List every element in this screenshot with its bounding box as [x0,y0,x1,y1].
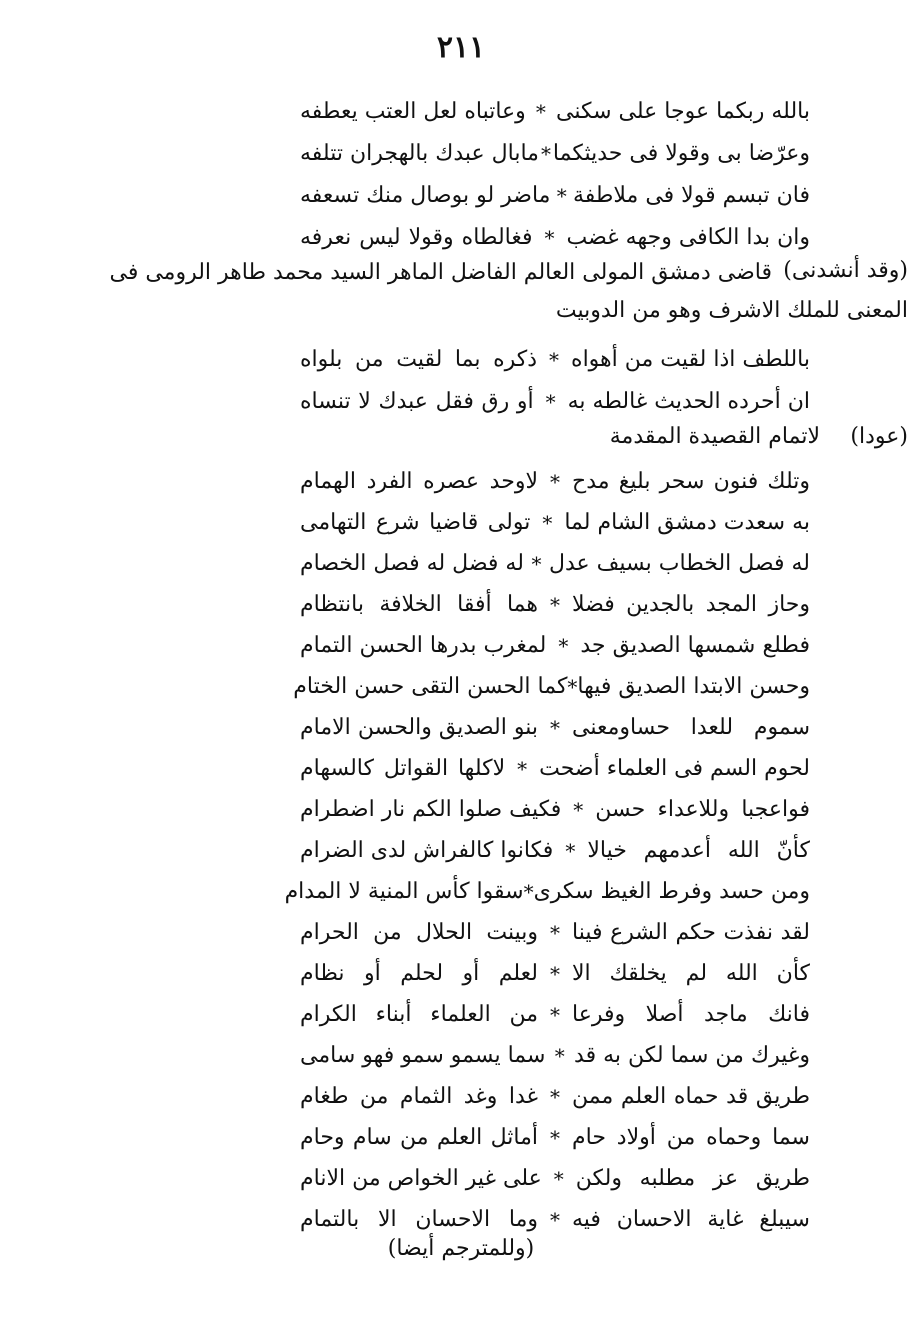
first-hemistich: وعرّضا بى وقولا فى حديثكما [552,141,810,166]
hemistich-separator: * [544,226,555,250]
first-hemistich: طريق عز مطلبه ولكن [575,1166,810,1191]
page-number: ٢١١ [436,30,486,65]
first-hemistich: سيبلغ غاية الاحسان فيه [572,1207,810,1232]
first-hemistich: كأنّ الله أعدمهم خيالا [587,838,810,863]
verse-line [300,382,810,422]
first-hemistich: به سعدت دمشق الشام لما [564,510,810,535]
first-hemistich: فطلع شمسها الصديق جد [580,633,810,658]
first-hemistich: وتلك فنون سحر بليغ مدح [572,469,810,494]
verse-line [300,544,810,584]
first-hemistich: وان بدا الكافى وجهه غضب [566,225,810,250]
hemistich-separator: * [550,1126,560,1150]
first-hemistich: وحاز المجد بالجدين فضلا [572,592,810,617]
second-hemistich: سما يسمو سمو فهو سامى [300,1043,546,1068]
second-hemistich: مابال عبدك بالهجران تتلفه [300,141,539,166]
first-hemistich: لقد نفذت حكم الشرع فينا [572,920,810,945]
second-hemistich: فكانوا كالفراش لدى الضرام [300,838,554,863]
return-heading-text: لاتمام القصيدة المقدمة [609,424,820,449]
second-hemistich: من العلماء أبناء الكرام [300,1002,538,1027]
hemistich-separator: * [531,552,542,576]
intro-line-2: المعنى للملك الاشرف وهو من الدوبيت [555,298,908,323]
verse-line [300,92,810,132]
second-hemistich: وعاتباه لعل العتب يعطفه [300,99,526,124]
second-hemistich: لاكلها القواتل كالسهام [300,756,506,781]
verse-line [300,176,810,216]
verse-line [300,585,810,625]
hemistich-separator: * [550,470,560,494]
return-label: (عودا) [850,424,908,449]
verse-line [300,954,810,994]
second-hemistich: وما الاحسان الا بالتمام [300,1207,538,1232]
hemistich-separator: * [540,142,551,166]
verse-line [300,790,810,830]
first-hemistich: فواعجبا وللاعداء حسن [595,797,810,822]
second-hemistich: كما الحسن التقى حسن الختام [293,674,568,699]
hemistich-separator: * [556,184,567,208]
first-hemistich: كأن الله لم يخلقك الا [572,961,810,986]
verse-line [300,1118,810,1158]
hemistich-separator: * [549,348,560,372]
hemistich-separator: * [517,757,528,781]
hemistich-separator: * [567,675,578,699]
hemistich-separator: * [542,511,553,535]
hemistich-separator: * [550,1208,560,1232]
verse-line [300,134,810,174]
verse-line [300,1159,810,1199]
hemistich-separator: * [554,1044,565,1068]
verse-line [300,995,810,1035]
second-hemistich: هما أفقا الخلافة بانتظام [300,592,538,617]
footer-note: (وللمترجم أيضا) [387,1236,535,1261]
first-hemistich: طريق قد حماه العلم ممن [572,1084,810,1109]
hemistich-separator: * [558,634,569,658]
hemistich-separator: * [550,1003,560,1027]
hemistich-separator: * [535,100,546,124]
verse-line [300,831,810,871]
hemistich-separator: * [545,390,556,414]
first-hemistich: وغيرك من سما لكن به قد [574,1043,810,1068]
verse-line [284,872,810,912]
hemistich-separator: * [523,880,534,904]
verse-line [300,626,810,666]
verse-line [300,749,810,789]
second-hemistich: ذكره بما لقيت من بلواه [300,347,538,372]
first-hemistich: ومن حسد وفرط الغيظ سكرى [533,879,810,904]
hemistich-separator: * [573,798,584,822]
verse-line [300,340,810,380]
verse-line [300,1200,810,1240]
verse-line [293,667,810,707]
verse-line [300,1077,810,1117]
second-hemistich: فكيف صلوا الكم نار اضطرام [300,797,562,822]
hemistich-separator: * [550,1085,560,1109]
hemistich-separator: * [550,716,560,740]
verse-line [300,913,810,953]
second-hemistich: له فضل له فصل الخصام [300,551,524,576]
hemistich-separator: * [550,962,560,986]
hemistich-separator: * [565,839,576,863]
verse-line [300,218,810,258]
hemistich-separator: * [550,593,560,617]
first-hemistich: فانك ماجد أصلا وفرعا [572,1002,810,1027]
verse-line [300,503,810,543]
second-hemistich: تولى قاضيا شرع التهامى [300,510,531,535]
hemistich-separator: * [553,1167,564,1191]
second-hemistich: أماثل العلم من سام وحام [300,1125,538,1150]
verse-line [300,462,810,502]
second-hemistich: لعلم أو لحلم أو نظام [300,961,538,986]
first-hemistich: ان أحرده الحديث غالطه به [567,389,810,414]
first-hemistich: له فصل الخطاب بسيف عدل [548,551,810,576]
verse-line [300,708,810,748]
first-hemistich: باللطف اذا لقيت من أهواه [571,347,810,372]
second-hemistich: على غير الخواص من الانام [300,1166,542,1191]
second-hemistich: وبينت الحلال من الحرام [300,920,538,945]
intro-line-1: قاضى دمشق المولى العالم الفاضل الماهر السيد محمد طاهر الرومى فى [109,260,772,285]
first-hemistich: بالله ربكما عوجا على سكنى [556,99,810,124]
first-hemistich: فان تبسم قولا فى ملاطفة [572,183,810,208]
second-hemistich: غدا وغد الثمام من طغام [300,1084,538,1109]
second-hemistich: أو رق فقل عبدك لا تنساه [300,389,534,414]
second-hemistich: ماضر لو بوصال منك تسعفه [300,183,551,208]
verse-line [300,1036,810,1076]
second-hemistich: لاوحد عصره الفرد الهمام [300,469,538,494]
second-hemistich: بنو الصديق والحسن الامام [300,715,538,740]
first-hemistich: سما وحماه من أولاد حام [572,1125,810,1150]
first-hemistich: وحسن الابتدا الصديق فيها [577,674,810,699]
first-hemistich: لحوم السم فى العلماء أضحت [539,756,810,781]
second-hemistich: فغالطاه وقولا ليس نعرفه [300,225,533,250]
second-hemistich: سقوا كأس المنية لا المدام [284,879,524,904]
intro-label: (وقد أنشدنى) [783,258,908,283]
second-hemistich: لمغرب بدرها الحسن التمام [300,633,547,658]
first-hemistich: سموم للعدا حساومعنى [572,715,810,740]
hemistich-separator: * [550,921,560,945]
